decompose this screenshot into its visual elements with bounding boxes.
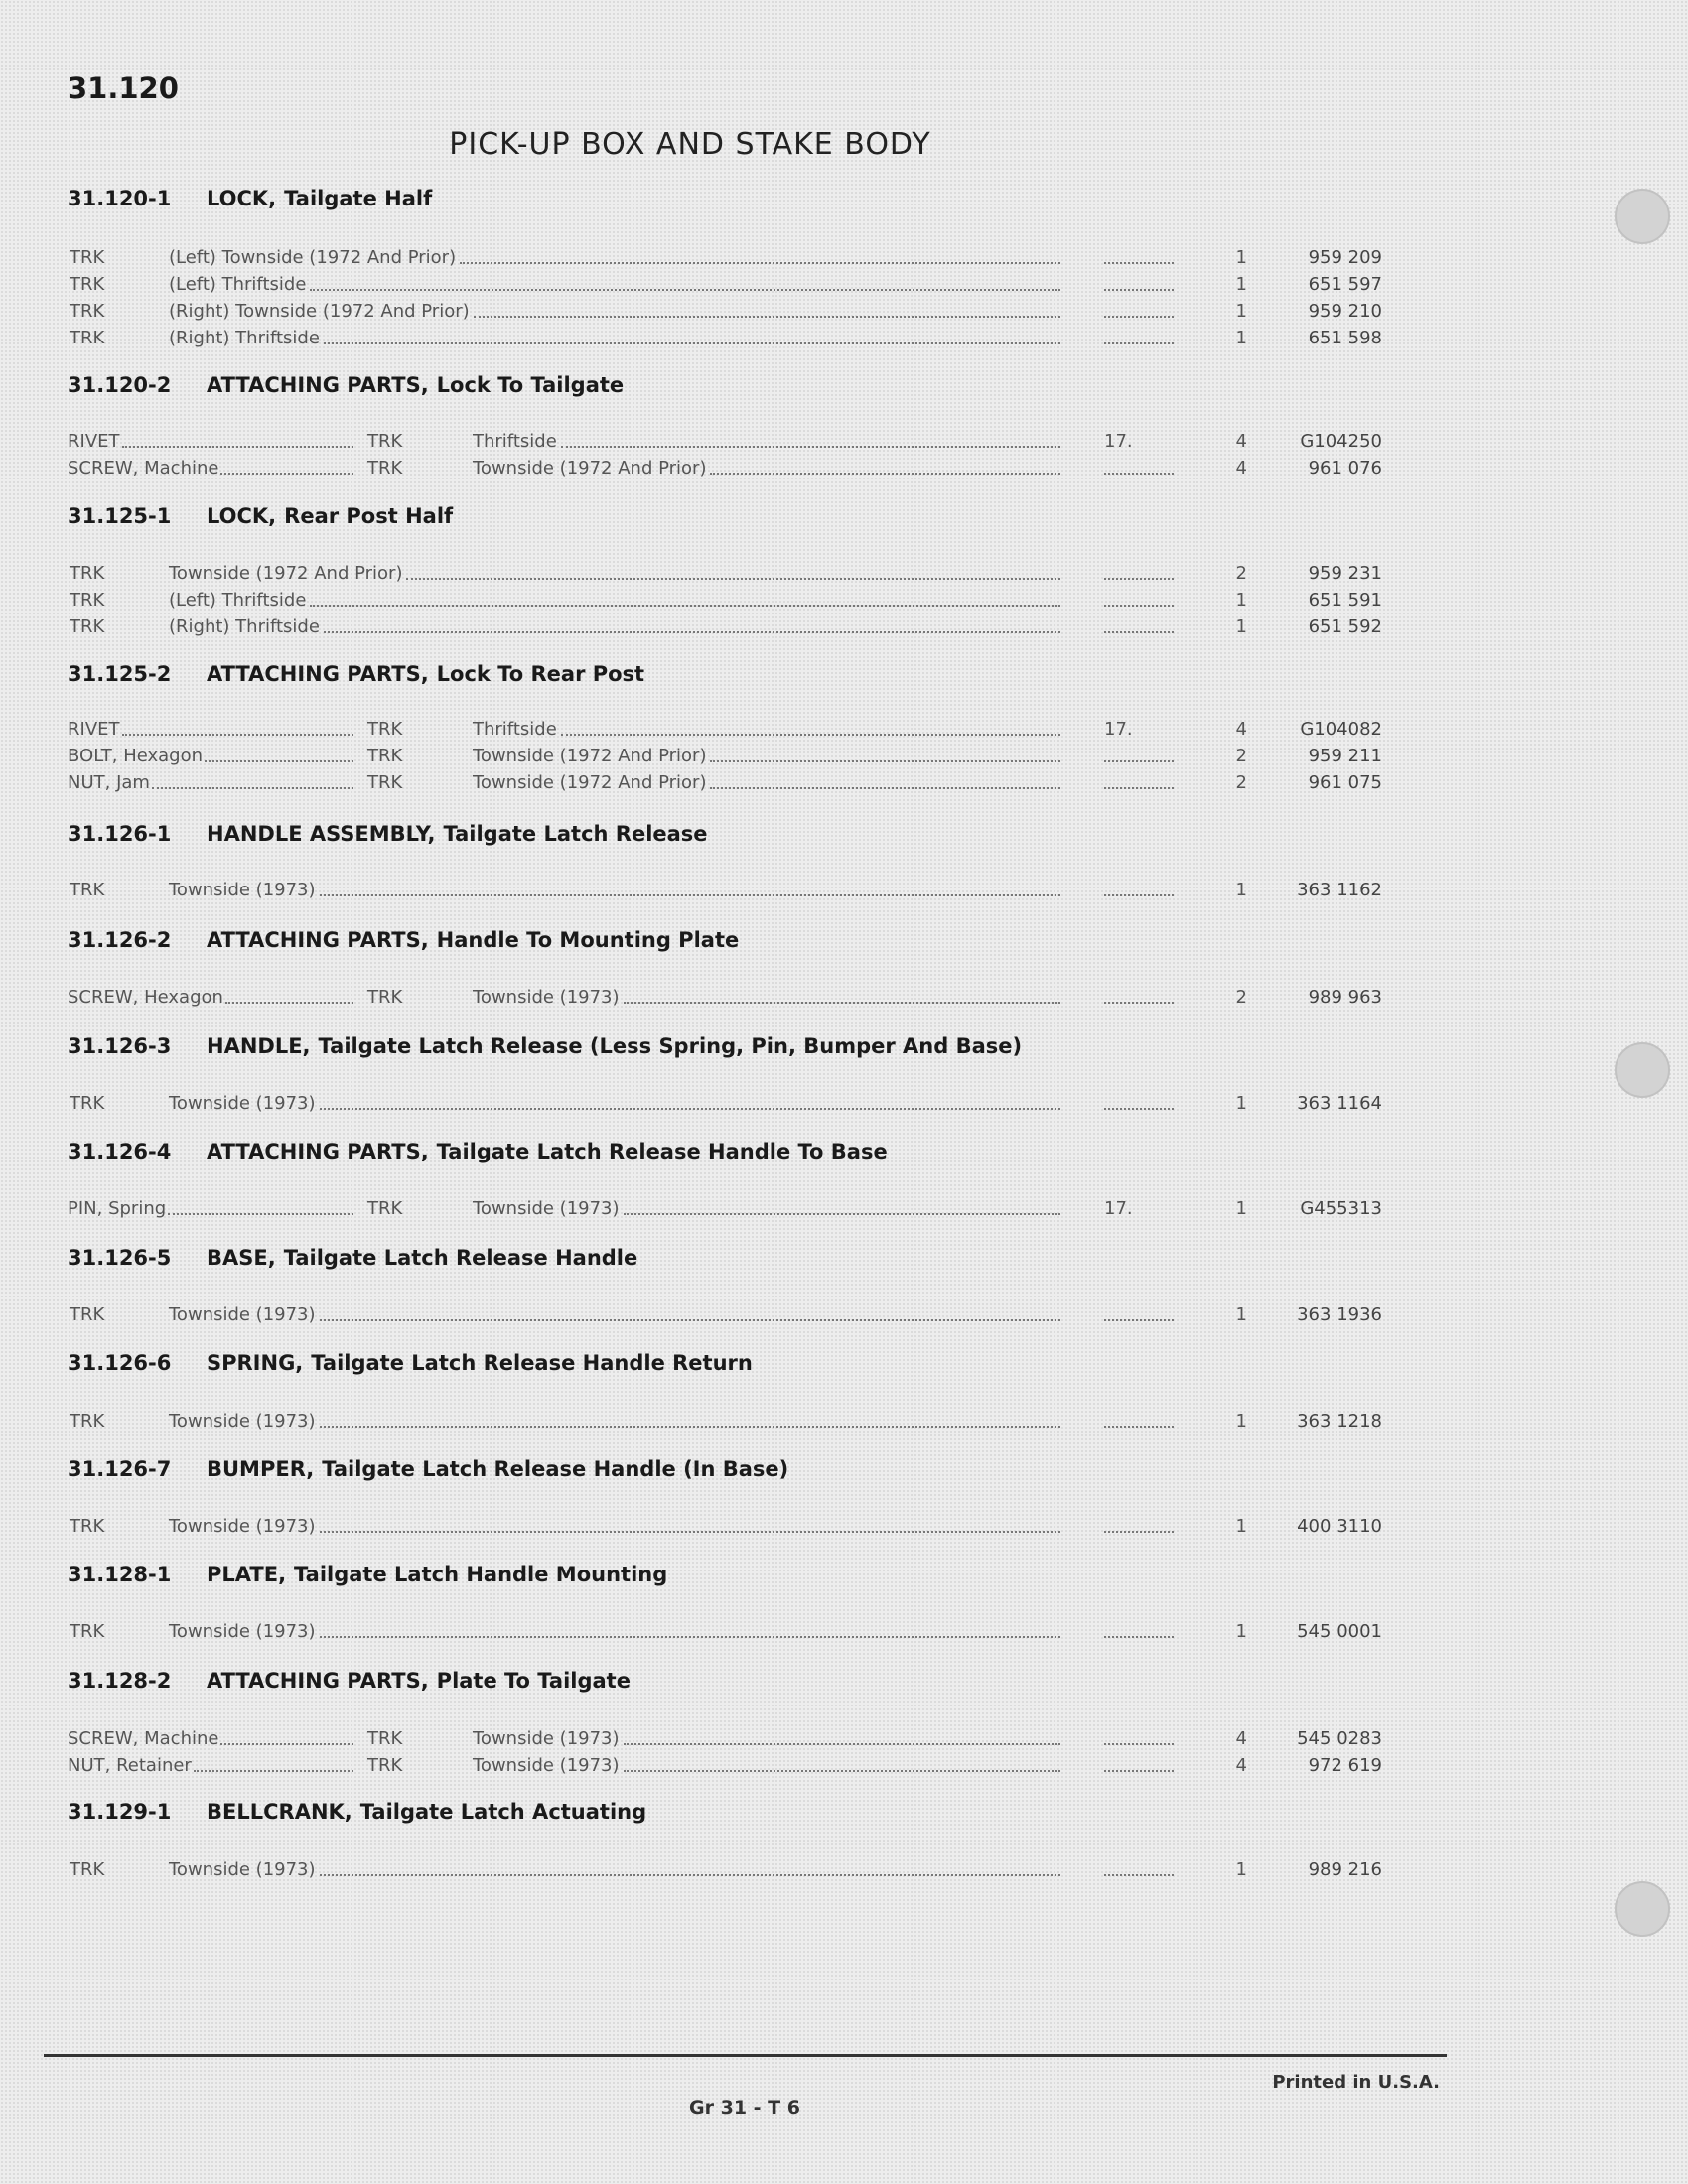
group-description: Tailgate Half [284,187,433,210]
part-number: 363 1164 [1297,1093,1382,1114]
model-code: TRK [367,772,403,793]
dot-leader [320,1636,1060,1638]
footer-rule [44,2054,1447,2057]
dot-leader [122,734,353,736]
quantity: 1 [1235,247,1247,268]
part-number: 959 210 [1308,301,1382,322]
dot-leader [320,894,1060,896]
model-code: TRK [70,301,105,322]
part-description: Townside (1973) [473,1728,620,1749]
dot-leader [1104,787,1174,789]
quantity: 1 [1235,590,1247,611]
part-description: Townside (1973) [169,1411,316,1432]
part-description: Thriftside [473,431,557,452]
quantity: 1 [1235,1093,1247,1114]
dot-leader [1104,1319,1174,1321]
dot-leader [624,1743,1060,1745]
part-description: Townside (1973) [169,1516,316,1537]
dot-leader [474,316,1060,318]
model-code: TRK [367,431,403,452]
dot-leader [1104,1636,1174,1638]
quantity: 1 [1235,328,1247,348]
group-number: 31.126-2 [68,928,172,952]
catalog-ref: 17. [1104,719,1133,740]
dot-leader [194,1770,353,1772]
part-description: (Right) Thriftside [169,328,320,348]
quantity: 2 [1235,987,1247,1008]
group-name: SPRING, [207,1351,304,1375]
dot-leader [1104,1743,1174,1745]
model-code: TRK [367,746,403,766]
part-number: 651 598 [1308,328,1382,348]
group-heading [68,928,739,952]
model-code: TRK [367,987,403,1008]
dot-leader [1104,1108,1174,1110]
group-heading [68,662,644,686]
group-name: ATTACHING PARTS, [207,662,429,686]
group-name: BUMPER, [207,1457,315,1481]
part-type: NUT, Retainer [68,1755,192,1776]
catalog-ref: 17. [1104,431,1133,452]
dot-leader [310,289,1060,291]
part-description: Townside (1973) [169,1304,316,1325]
group-heading [68,373,624,397]
part-description: (Left) Thriftside [169,590,307,611]
group-description: Tailgate Latch Release [443,822,708,846]
group-name: ATTACHING PARTS, [207,1669,429,1693]
part-number: G455313 [1300,1198,1382,1219]
model-code: TRK [70,1304,105,1325]
part-number: 989 216 [1308,1859,1382,1880]
part-row [0,1754,1688,1778]
part-number: 959 231 [1308,563,1382,584]
dot-leader [152,787,353,789]
dot-leader [1104,1770,1174,1772]
group-description: Tailgate Latch Actuating [359,1800,647,1824]
part-row [0,879,1688,902]
group-number: 31.125-2 [68,662,172,686]
group-description: Handle To Mounting Plate [436,928,740,952]
part-number: 363 1162 [1297,880,1382,900]
part-row [0,246,1688,270]
dot-leader [561,734,1060,736]
dot-leader [460,262,1060,264]
part-type: NUT, Jam [68,772,150,793]
part-row [0,718,1688,742]
dot-leader [1104,1874,1174,1876]
dot-leader [1104,342,1174,344]
quantity: 2 [1235,746,1247,766]
group-name: ATTACHING PARTS, [207,1140,429,1163]
quantity: 1 [1235,1859,1247,1880]
group-number: 31.126-5 [68,1246,172,1270]
part-row [0,589,1688,613]
part-description: (Right) Townside (1972 And Prior) [169,301,470,322]
model-code: TRK [70,1859,105,1880]
group-description: Tailgate Latch Release Handle (In Base) [322,1457,789,1481]
part-row [0,1197,1688,1221]
group-description: Tailgate Latch Release Handle Return [311,1351,753,1375]
part-type: BOLT, Hexagon [68,746,204,766]
dot-leader [1104,289,1174,291]
model-code: TRK [70,1093,105,1114]
part-row [0,300,1688,324]
dot-leader [624,1002,1060,1004]
dot-leader [320,1319,1060,1321]
part-row [0,1515,1688,1539]
group-heading [68,1800,646,1824]
part-description: Townside (1972 And Prior) [473,458,707,478]
quantity: 2 [1235,772,1247,793]
group-description: Tailgate Latch Handle Mounting [294,1563,668,1586]
dot-leader [1104,1531,1174,1533]
dot-leader [1104,894,1174,896]
model-code: TRK [70,328,105,348]
dot-leader [324,342,1060,344]
dot-leader [320,1874,1060,1876]
group-name: ATTACHING PARTS, [207,373,429,397]
part-row [0,1092,1688,1116]
punch-hole [1615,1881,1670,1937]
group-description: Lock To Tailgate [436,373,625,397]
part-description: Townside (1972 And Prior) [473,772,707,793]
part-type: PIN, Spring [68,1198,167,1219]
model-code: TRK [70,880,105,900]
dot-leader [320,1108,1060,1110]
model-code: TRK [367,1755,403,1776]
part-number: 545 0001 [1297,1621,1382,1642]
part-row [0,430,1688,454]
group-description: Tailgate Latch Release (Less Spring, Pin, Bumper And Base) [318,1034,1023,1058]
part-description: Thriftside [473,719,557,740]
part-description: (Left) Townside (1972 And Prior) [169,247,457,268]
group-number: 31.126-7 [68,1457,172,1481]
dot-leader [624,1770,1060,1772]
part-description: Townside (1973) [473,1755,620,1776]
part-type: RIVET [68,431,120,452]
dot-leader [320,1426,1060,1428]
group-name: HANDLE, [207,1034,311,1058]
part-type: RIVET [68,719,120,740]
part-number: 961 075 [1308,772,1382,793]
dot-leader [310,605,1060,607]
model-code: TRK [70,616,105,637]
model-code: TRK [70,1516,105,1537]
quantity: 4 [1235,458,1247,478]
model-code: TRK [70,1411,105,1432]
group-heading [68,1140,888,1163]
dot-leader [710,760,1060,762]
part-row [0,457,1688,480]
group-heading [68,187,432,210]
quantity: 1 [1235,301,1247,322]
part-row [0,745,1688,768]
quantity: 1 [1235,1516,1247,1537]
group-name: LOCK, [207,504,277,528]
group-description: Tailgate Latch Release Handle To Base [436,1140,888,1163]
dot-leader [406,578,1060,580]
group-number: 31.126-3 [68,1034,172,1058]
dot-leader [1104,631,1174,633]
dot-leader [1104,1002,1174,1004]
page-reference: Gr 31 - T 6 [689,2097,800,2118]
part-description: Townside (1972 And Prior) [169,563,403,584]
part-row [0,273,1688,297]
quantity: 4 [1235,1755,1247,1776]
part-row [0,562,1688,586]
dot-leader [710,787,1060,789]
group-description: Lock To Rear Post [436,662,645,686]
group-heading [68,1563,667,1586]
group-heading [68,1034,1022,1058]
part-row [0,1410,1688,1433]
model-code: TRK [367,1198,403,1219]
part-description: Townside (1973) [169,1093,316,1114]
quantity: 1 [1235,1198,1247,1219]
group-name: LOCK, [207,187,277,210]
group-description: Rear Post Half [284,504,454,528]
group-description: Plate To Tailgate [436,1669,631,1693]
quantity: 1 [1235,1621,1247,1642]
dot-leader [1104,1426,1174,1428]
part-type: SCREW, Machine [68,458,219,478]
part-description: Townside (1973) [473,1198,620,1219]
printed-in-label: Printed in U.S.A. [1272,2072,1440,2093]
group-heading [68,1351,753,1375]
dot-leader [122,446,353,448]
group-number: 31.128-2 [68,1669,172,1693]
section-number: 31.120 [68,71,179,105]
part-number: 651 592 [1308,616,1382,637]
group-number: 31.128-1 [68,1563,172,1586]
group-heading [68,1669,631,1693]
part-row [0,615,1688,639]
quantity: 4 [1235,1728,1247,1749]
model-code: TRK [70,590,105,611]
group-heading [68,822,708,846]
dot-leader [561,446,1060,448]
quantity: 1 [1235,1304,1247,1325]
punch-hole [1615,1042,1670,1098]
model-code: TRK [70,563,105,584]
quantity: 4 [1235,719,1247,740]
part-number: G104082 [1300,719,1382,740]
model-code: TRK [70,1621,105,1642]
quantity: 2 [1235,563,1247,584]
model-code: TRK [367,719,403,740]
group-name: BASE, [207,1246,276,1270]
dot-leader [220,473,353,475]
part-number: 363 1936 [1297,1304,1382,1325]
dot-leader [1104,316,1174,318]
part-type: SCREW, Machine [68,1728,219,1749]
dot-leader [1104,605,1174,607]
part-description: Townside (1972 And Prior) [473,746,707,766]
part-number: 545 0283 [1297,1728,1382,1749]
group-number: 31.120-1 [68,187,172,210]
part-number: 961 076 [1308,458,1382,478]
part-row [0,1858,1688,1882]
part-row [0,1620,1688,1644]
part-row [0,771,1688,795]
part-number: 972 619 [1308,1755,1382,1776]
group-heading [68,1246,637,1270]
part-number: 400 3110 [1297,1516,1382,1537]
dot-leader [324,631,1060,633]
part-type: SCREW, Hexagon [68,987,223,1008]
group-number: 31.120-2 [68,373,172,397]
group-name: HANDLE ASSEMBLY, [207,822,436,846]
part-row [0,1303,1688,1327]
quantity: 1 [1235,274,1247,295]
group-heading [68,1457,788,1481]
group-number: 31.129-1 [68,1800,172,1824]
part-number: 959 211 [1308,746,1382,766]
dot-leader [168,1213,353,1215]
part-number: 959 209 [1308,247,1382,268]
part-row [0,986,1688,1010]
quantity: 1 [1235,1411,1247,1432]
dot-leader [1104,578,1174,580]
dot-leader [624,1213,1060,1215]
model-code: TRK [70,274,105,295]
group-number: 31.126-1 [68,822,172,846]
part-description: Townside (1973) [169,1859,316,1880]
quantity: 1 [1235,616,1247,637]
group-number: 31.126-4 [68,1140,172,1163]
dot-leader [710,473,1060,475]
model-code: TRK [70,247,105,268]
dot-leader [205,760,353,762]
group-number: 31.125-1 [68,504,172,528]
part-description: Townside (1973) [473,987,620,1008]
punch-hole [1615,189,1670,244]
dot-leader [320,1531,1060,1533]
quantity: 4 [1235,431,1247,452]
part-number: 363 1218 [1297,1411,1382,1432]
group-name: BELLCRANK, [207,1800,352,1824]
part-description: (Right) Thriftside [169,616,320,637]
part-description: (Left) Thriftside [169,274,307,295]
group-description: Tailgate Latch Release Handle [283,1246,638,1270]
part-number: G104250 [1300,431,1382,452]
part-number: 651 597 [1308,274,1382,295]
group-number: 31.126-6 [68,1351,172,1375]
group-heading [68,504,453,528]
part-description: Townside (1973) [169,880,316,900]
dot-leader [220,1743,353,1745]
part-number: 651 591 [1308,590,1382,611]
part-row [0,1727,1688,1751]
catalog-ref: 17. [1104,1198,1133,1219]
dot-leader [1104,760,1174,762]
quantity: 1 [1235,880,1247,900]
dot-leader [1104,262,1174,264]
part-row [0,327,1688,350]
dot-leader [1104,473,1174,475]
model-code: TRK [367,458,403,478]
model-code: TRK [367,1728,403,1749]
part-number: 989 963 [1308,987,1382,1008]
group-name: ATTACHING PARTS, [207,928,429,952]
page-title: PICK-UP BOX AND STAKE BODY [449,127,931,162]
dot-leader [225,1002,353,1004]
part-description: Townside (1973) [169,1621,316,1642]
group-name: PLATE, [207,1563,287,1586]
